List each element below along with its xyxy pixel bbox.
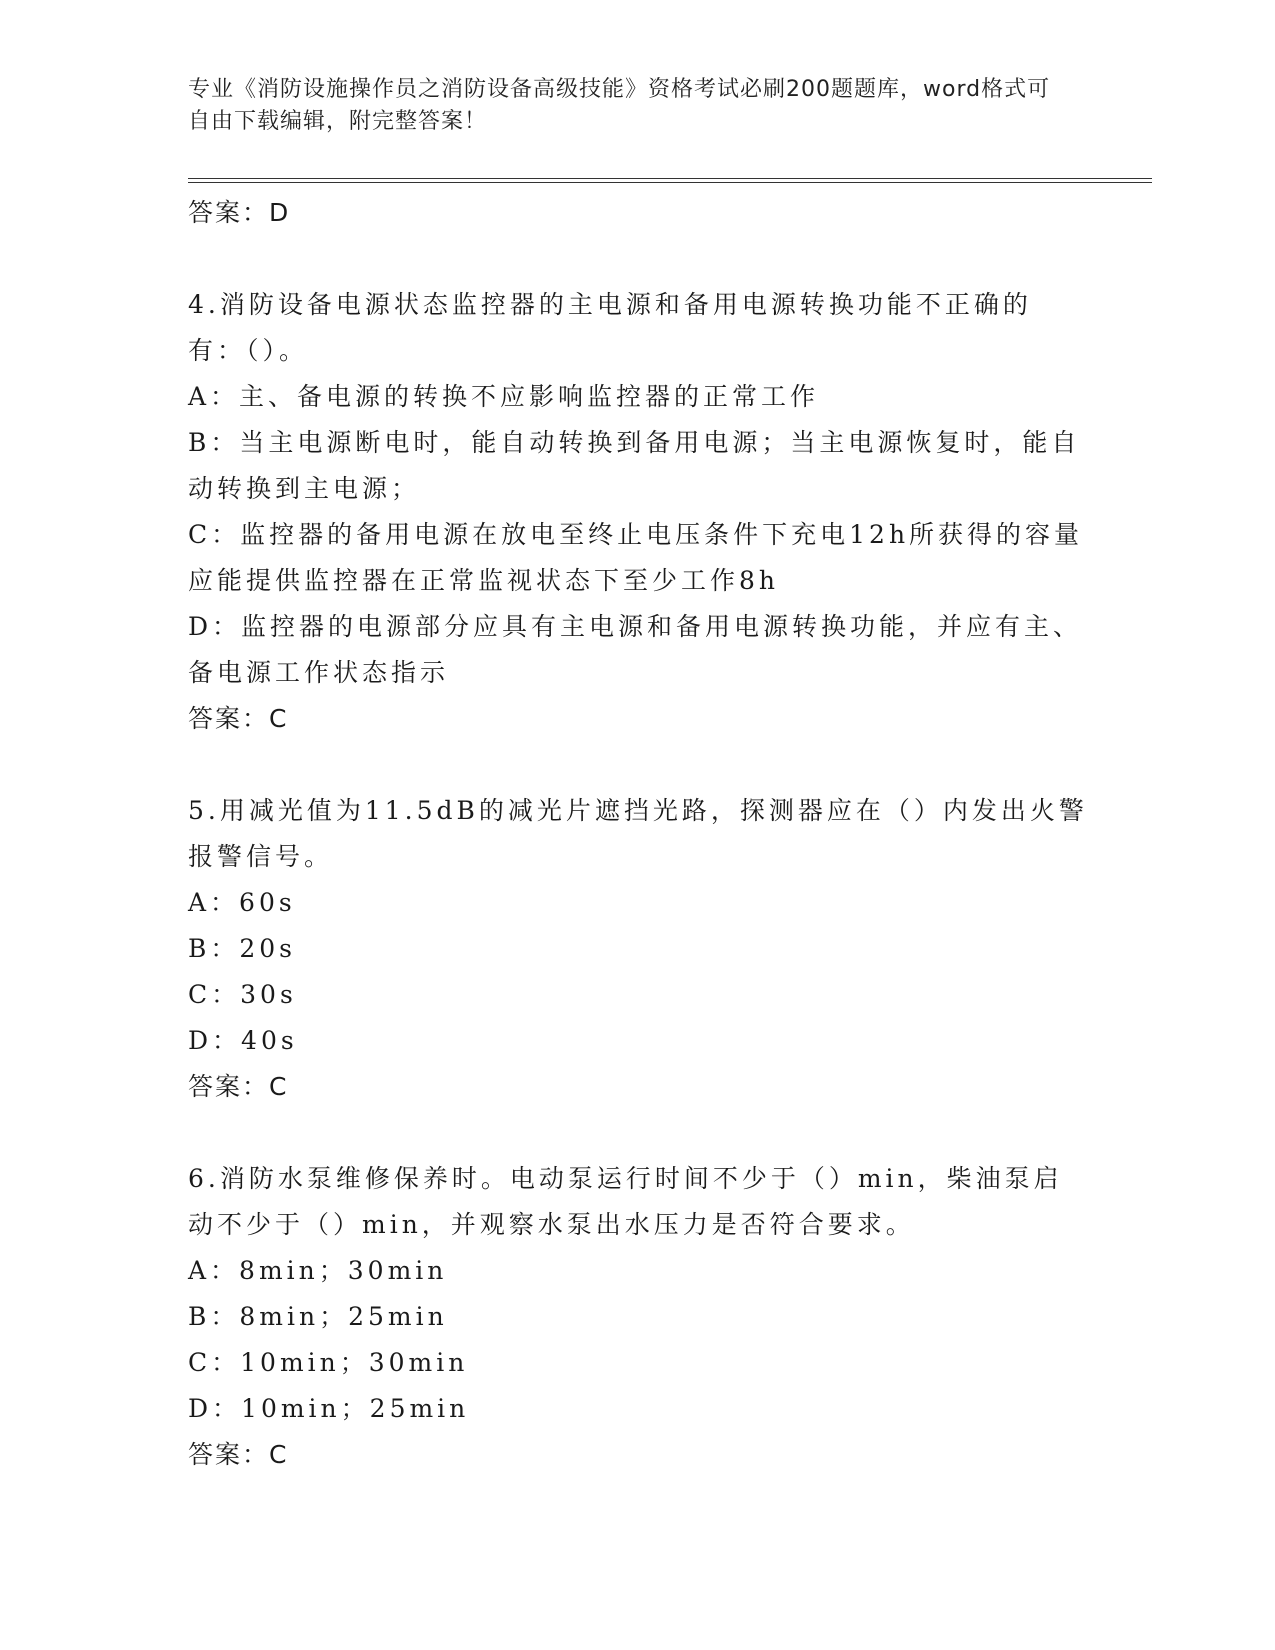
- question-answer: 答案：C: [188, 1072, 289, 1101]
- option-b: B：当主电源断电时，能自动转换到备用电源；当主电源恢复时，能自动转换到主电源；: [188, 428, 1081, 503]
- question-answer: 答案：C: [188, 1440, 289, 1469]
- option-d: D：监控器的电源部分应具有主电源和备用电源转换功能，并应有主、备电源工作状态指示: [188, 612, 1083, 687]
- question-list: [188, 190, 1088, 1478]
- question-stem: 4.消防设备电源状态监控器的主电源和备用电源转换功能不正确的有：（）。: [188, 290, 1032, 365]
- option-d: D：10min；25min: [188, 1394, 470, 1423]
- question-stem: 5.用减光值为11.5dB的减光片遮挡光路，探测器应在（）内发出火警报警信号。: [188, 796, 1088, 871]
- option-d: D：40s: [188, 1026, 298, 1055]
- question-4: [188, 282, 1088, 742]
- option-b: B：20s: [188, 934, 297, 963]
- option-b: B：8min；25min: [188, 1302, 448, 1331]
- option-a: A：主、备电源的转换不应影响监控器的正常工作: [188, 382, 820, 411]
- option-c: C：10min；30min: [188, 1348, 469, 1377]
- option-c: C：30s: [188, 980, 297, 1009]
- question-answer: 答案：C: [188, 704, 289, 733]
- question-5: [188, 788, 1088, 1110]
- document-header: 专业《消防设施操作员之消防设备高级技能》资格考试必刷200题题库，word格式可自由下载编辑，附完整答案！: [188, 77, 1051, 134]
- option-a: A：8min；30min: [188, 1256, 448, 1285]
- option-c: C：监控器的备用电源在放电至终止电压条件下充电12h所获得的容量应能提供监控器在正常监视状态下至少工作8h: [188, 520, 1084, 595]
- question-6: [188, 1156, 1088, 1478]
- option-a: A：60s: [188, 888, 296, 917]
- question-stem: 6.消防水泵维修保养时。电动泵运行时间不少于（）min，柴油泵启动不少于（）min，并观察水泵出水压力是否符合要求。: [188, 1164, 1063, 1239]
- header-divider-top: [188, 178, 1152, 179]
- previous-answer: 答案：D: [188, 198, 291, 227]
- header-divider-bottom: [188, 182, 1152, 183]
